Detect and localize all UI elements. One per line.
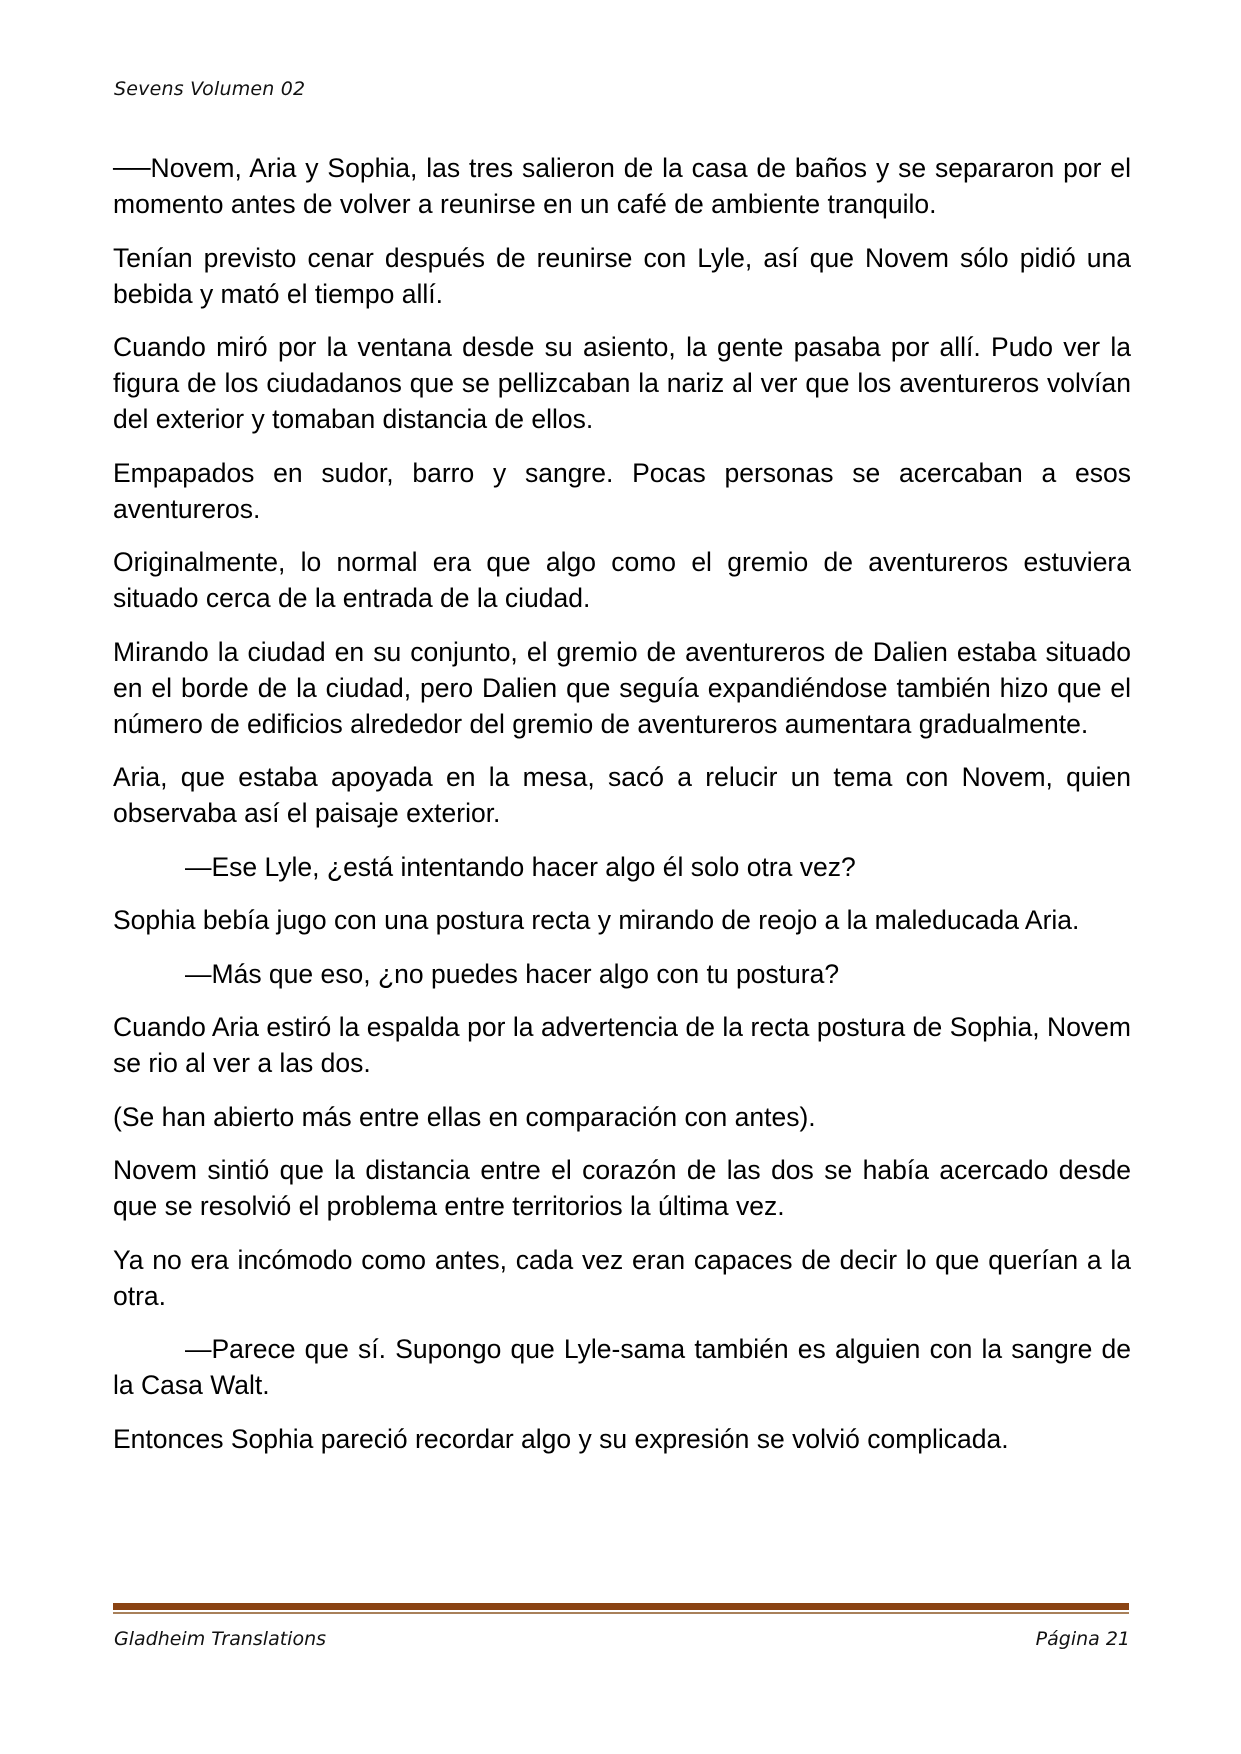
paragraph: Empapados en sudor, barro y sangre. Pocas personas se acercaban a esos aventureros. xyxy=(113,457,1131,524)
footer-rule-thin xyxy=(113,1612,1129,1614)
page-footer xyxy=(114,1628,1130,1650)
paragraph: Entonces Sophia pareció recordar algo y su expresión se volvió complicada. xyxy=(113,1423,1009,1454)
paragraph: Ya no era incómodo como antes, cada vez eran capaces de decir lo que querían a la otra. xyxy=(113,1244,1131,1311)
dialogue-line: —Parece que sí. Supongo que Lyle-sama también es alguien con la sangre de la Casa Walt. xyxy=(113,1334,1131,1400)
footer-publisher: Gladheim Translations xyxy=(114,1628,327,1650)
paragraph: Cuando miró por la ventana desde su asiento, la gente pasaba por allí. Pudo ver la figura de los ciudadanos que se pellizcaban la nariz al ver que los aventureros volvían del exterior y tomaban distancia de ellos. xyxy=(113,332,1131,434)
paragraph: ──Novem, Aria y Sophia, las tres salieron de la casa de baños y se separaron por el momento antes de volver a reunirse en un café de ambiente tranquilo. xyxy=(113,153,1131,219)
dialogue-line: —Ese Lyle, ¿está intentando hacer algo él solo otra vez? xyxy=(185,851,856,882)
paragraph: Cuando Aria estiró la espalda por la advertencia de la recta postura de Sophia, Novem se rio al ver a las dos. xyxy=(113,1012,1131,1078)
paragraph: Tenían previsto cenar después de reunirse con Lyle, así que Novem sólo pidió una bebida y mató el tiempo allí. xyxy=(113,242,1131,309)
paragraph: Originalmente, lo normal era que algo como el gremio de aventureros estuviera situado cerca de la entrada de la ciudad. xyxy=(113,547,1131,613)
paragraph: Mirando la ciudad en su conjunto, el gremio de aventureros de Dalien estaba situado en el borde de la ciudad, pero Dalien que seguía expandiéndose también hizo que el número de edificios alrededor del gremio de aventureros aumentara gradualmente. xyxy=(113,636,1131,739)
paragraph: Novem sintió que la distancia entre el corazón de las dos se había acercado desde que se resolvió el problema entre territorios la última vez. xyxy=(113,1155,1131,1221)
paragraph: Aria, que estaba apoyada en la mesa, sacó a relucir un tema con Novem, quien observaba así el paisaje exterior. xyxy=(113,762,1131,828)
footer-rule-thick xyxy=(113,1603,1129,1610)
paragraph: (Se han abierto más entre ellas en comparación con antes). xyxy=(113,1101,816,1132)
running-header: Sevens Volumen 02 xyxy=(114,78,306,100)
page-number: Página 21 xyxy=(1035,1628,1130,1650)
paragraph: Sophia bebía jugo con una postura recta y mirando de reojo a la maleducada Aria. xyxy=(113,905,1080,935)
page-body xyxy=(113,150,1131,1474)
dialogue-line: —Más que eso, ¿no puedes hacer algo con tu postura? xyxy=(185,958,840,989)
